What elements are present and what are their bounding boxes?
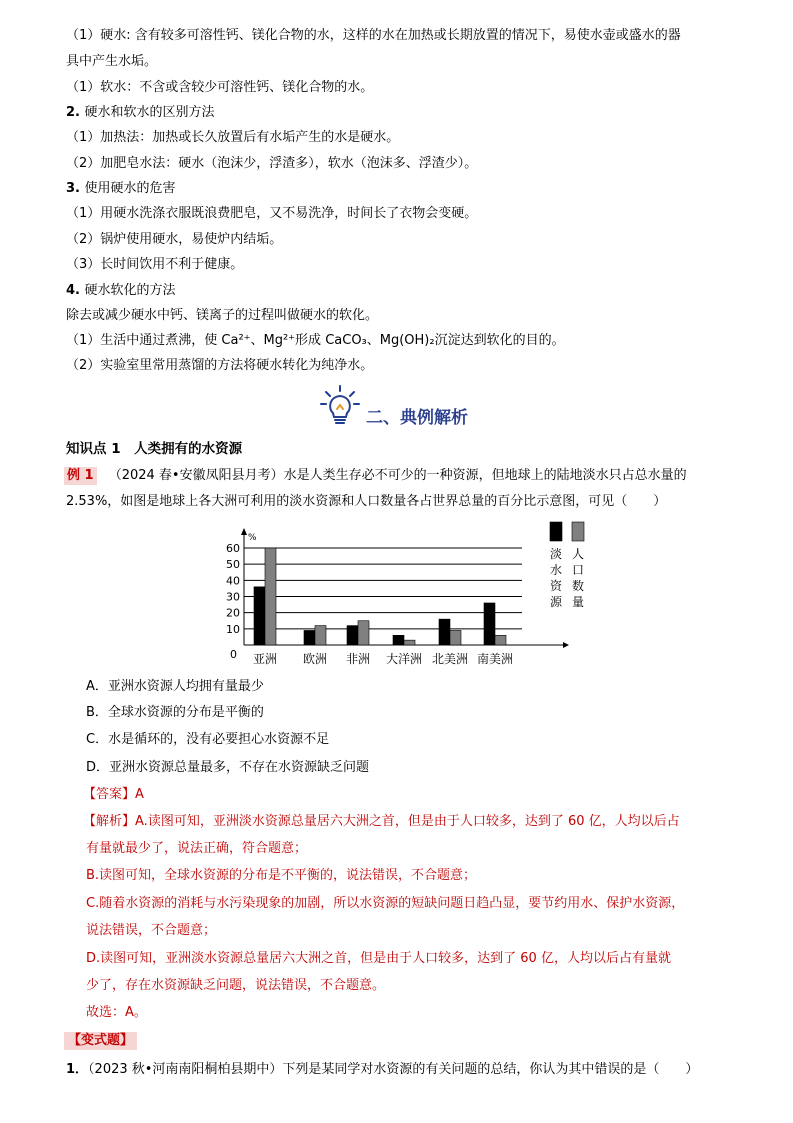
y-tick-label: 10	[226, 622, 240, 636]
bar-freshwater	[347, 626, 358, 645]
section-2-title: 硬水和软水的区别方法	[84, 105, 215, 120]
bar-population	[315, 626, 326, 645]
bar-population	[358, 621, 369, 645]
option-d[interactable]: D．亚洲水资源总量最多，不存在水资源缺乏问题	[86, 760, 370, 775]
bar-population	[450, 630, 461, 645]
y-tick-label: 50	[226, 558, 240, 572]
section-heading	[320, 380, 490, 430]
bar-population	[404, 640, 415, 645]
analysis-a-text: A.读图可知，亚洲淡水资源总量居六大洲之首，但是由于人口较多，达到了 60 亿，人均以后占	[135, 814, 680, 829]
legend-swatch	[572, 522, 584, 541]
example-1-line-2: 2.53%，如图是地球上各大洲可利用的淡水资源和人口数量各占世界总量的百分比示意图，可见（ ）	[66, 494, 667, 509]
bar-population	[265, 548, 276, 645]
variant-question-1	[66, 1061, 698, 1079]
y-axis-unit: %	[248, 533, 257, 543]
x-tick-label: 欧洲	[302, 652, 328, 666]
legend-label-char: 量	[571, 595, 585, 609]
y-tick-label: 60	[226, 542, 240, 555]
hard-water-definition-cont: 具中产生水垢。	[66, 54, 158, 69]
analysis-a-line-2: 有量就最少了，说法正确，符合题意；	[86, 841, 308, 856]
example-1-line-1	[64, 467, 687, 485]
section-3-title: 使用硬水的危害	[84, 181, 176, 196]
x-tick-label: 亚洲	[252, 652, 278, 666]
section-3-heading	[66, 180, 176, 198]
answer-label: 【答案】	[83, 787, 136, 802]
legend-label-char: 源	[549, 595, 563, 609]
section-heading-text: 二、典例解析	[366, 408, 468, 428]
softening-method-2: （2）实验室里常用蒸馏的方法将硬水转化为纯净水。	[66, 358, 374, 373]
section-4-title: 硬水软化的方法	[84, 283, 176, 298]
analysis-c-line-1: C.随着水资源的消耗与水污染现象的加剧，所以水资源的短缺问题日趋凸显，要节约用水、保护水资源，	[86, 896, 685, 911]
bar-population	[495, 635, 506, 645]
bar-freshwater	[254, 587, 265, 645]
y-tick-label: 20	[226, 606, 240, 620]
example-1-tag: 例 1	[64, 467, 97, 485]
method-heating: （1）加热法：加热或长久放置后有水垢产生的水是硬水。	[66, 130, 400, 145]
harm-3: （3）长时间饮用不利于健康。	[66, 257, 244, 272]
bar-freshwater	[393, 635, 404, 645]
knowledge-point-title: 知识点 1 人类拥有的水资源	[66, 441, 243, 457]
x-tick-label: 非洲	[345, 652, 371, 666]
variant-tag-line	[64, 1032, 137, 1050]
soft-water-definition: （1）软水：不含或含较少可溶性钙、镁化合物的水。	[66, 80, 374, 95]
harm-2: （2）锅炉使用硬水，易使炉内结垢。	[66, 232, 283, 247]
answer-value: A	[135, 787, 144, 802]
analysis-a-line-1	[83, 813, 680, 831]
section-4-number: 4.	[66, 283, 80, 298]
bar-freshwater	[304, 630, 315, 645]
legend-label-char: 水	[549, 563, 563, 577]
option-b[interactable]: B．全球水资源的分布是平衡的	[86, 705, 264, 720]
harm-1: （1）用硬水洗涤衣服既浪费肥皂，又不易洗净，时间长了衣物会变硬。	[66, 206, 478, 221]
analysis-c-line-2: 说法错误，不合题意；	[86, 923, 217, 938]
x-axis-arrow	[563, 642, 569, 648]
variant-tag: 【变式题】	[64, 1032, 137, 1050]
x-tick-label: 大洋洲	[385, 652, 423, 666]
section-4-heading	[66, 282, 176, 300]
softening-definition: 除去或减少硬水中钙、镁离子的过程叫做硬水的软化。	[66, 308, 379, 323]
y-tick-label: 30	[226, 590, 240, 604]
section-3-number: 3.	[66, 181, 80, 196]
variant-question-1-text: （2023 秋•河南南阳桐柏县期中）下列是某同学对水资源的有关问题的总结，你认为其中错误的是（ ）	[88, 1062, 699, 1077]
legend-label-char: 口	[571, 563, 585, 577]
analysis-d-line-2: 少了，存在水资源缺乏问题，说法错误，不合题意。	[86, 978, 386, 993]
analysis-label: 【解析】	[83, 814, 136, 829]
section-2-number: 2.	[66, 105, 80, 120]
legend-label-char: 数	[571, 579, 585, 593]
method-soap-water: （2）加肥皂水法：硬水（泡沫少，浮渣多），软水（泡沫多、浮渣少）。	[66, 156, 478, 171]
legend-swatch	[550, 522, 562, 541]
legend-label-char: 资	[549, 579, 563, 593]
legend-label-char: 人	[571, 547, 585, 561]
y-axis-arrow	[241, 528, 247, 535]
answer-line	[83, 786, 144, 804]
y-tick-label: 40	[226, 574, 240, 588]
lightbulb-icon	[320, 384, 360, 428]
x-tick-label: 南美洲	[476, 652, 514, 666]
analysis-b: B.读图可知，全球水资源的分布是不平衡的，说法错误，不合题意；	[86, 868, 477, 883]
option-a[interactable]: A．亚洲水资源人均拥有量最少	[86, 679, 264, 694]
hard-water-definition: （1）硬水: 含有较多可溶性钙、镁化合物的水，这样的水在加热或长期放置的情况下，易使水壶或盛水的器	[66, 28, 681, 43]
freshwater-population-chart	[222, 518, 592, 673]
section-2-heading	[66, 104, 215, 122]
bar-freshwater	[439, 619, 450, 645]
analysis-d-line-1: D.读图可知，亚洲淡水资源总量居六大洲之首，但是由于人口较多，达到了 60 亿，人均以后占有量就	[86, 951, 671, 966]
y-tick-label: 0	[230, 648, 237, 661]
option-c[interactable]: C．水是循环的，没有必要担心水资源不足	[86, 732, 330, 747]
conclusion: 故选：A。	[86, 1005, 147, 1020]
example-1-stem: （2024 春•安徽凤阳县月考）水是人类生存必不可少的一种资源，但地球上的陆地淡水只占总水量的	[108, 468, 687, 483]
x-tick-label: 北美洲	[431, 652, 469, 666]
variant-question-1-number: 1．	[66, 1062, 89, 1077]
legend-label-char: 淡	[549, 547, 563, 561]
softening-method-1: （1）生活中通过煮沸，使 Ca²⁺、Mg²⁺形成 CaCO₃、Mg(OH)₂沉淀达到软化的目的。	[66, 333, 565, 348]
bar-freshwater	[484, 603, 495, 645]
